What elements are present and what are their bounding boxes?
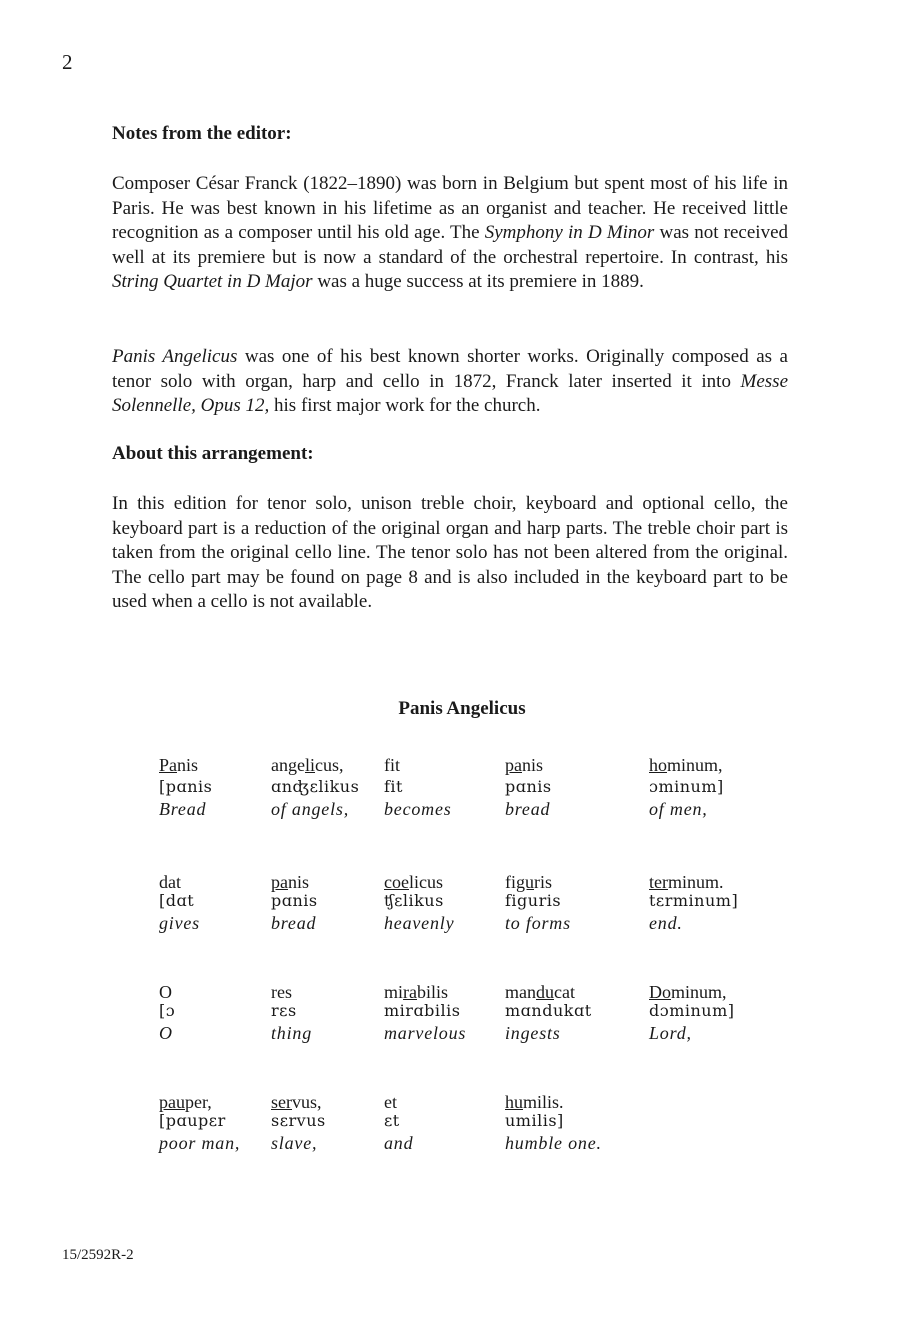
english-word: bread (271, 913, 317, 933)
latin-word: humilis. (505, 1092, 564, 1112)
latin-word: terminum. (649, 872, 724, 892)
latin-line (159, 982, 799, 1001)
latin-word: servus, (271, 1092, 322, 1112)
lyrics-verse-4 (159, 1092, 799, 1155)
ipa-word: pɑnis (271, 891, 318, 910)
ipa-word: fit (384, 777, 403, 796)
english-word: O (159, 1023, 173, 1043)
lyrics-title: Panis Angelicus (398, 698, 526, 719)
ipa-line (159, 1001, 799, 1023)
lyrics-verse-3 (159, 982, 799, 1045)
ipa-line (159, 891, 799, 913)
ipa-word: mɑndukɑt (505, 1001, 592, 1020)
english-word: Lord, (649, 1023, 692, 1043)
latin-line (159, 755, 799, 777)
ipa-word: sεrvus (271, 1111, 326, 1130)
latin-word: panis (271, 872, 310, 892)
english-line (159, 799, 799, 821)
ipa-word: rεs (271, 1001, 297, 1020)
latin-word: pauper, (159, 1092, 212, 1112)
latin-word: coelicus (384, 872, 443, 892)
english-word: gives (159, 913, 200, 933)
english-word: poor man, (159, 1133, 241, 1153)
arrangement-heading: About this arrangement: (112, 443, 314, 464)
arrangement-paragraph: In this edition for tenor solo, unison treble choir, keyboard and optional cello, the keyboard part is a reduction of the original organ and harp parts. The treble choir part is taken from the original cello line. The tenor solo has not been altered from the original. The cello part may be found on page 8 and is also included in the keyboard part to be used when a cello is not available. (112, 493, 788, 613)
latin-word: O (159, 982, 172, 1002)
english-line (159, 1133, 799, 1155)
ipa-word: [pɑnis (159, 777, 213, 796)
latin-word: dat (159, 872, 181, 892)
ipa-word: εt (384, 1111, 400, 1130)
ipa-word: ɑnʤεlikus (271, 777, 360, 796)
ipa-word: [ɔ (159, 1001, 176, 1020)
lyrics-verse-2 (159, 872, 799, 935)
english-word: end. (649, 913, 683, 933)
editor-notes-paragraph-2: Panis Angelicus was one of his best known shorter works. Originally composed as a tenor solo with organ, harp and cello in 1872, Franck later inserted it into Messe Solennelle, Opus 12, his first major work for the church. (112, 346, 788, 417)
latin-line (159, 1092, 799, 1111)
ipa-word: ɔminum] (649, 777, 724, 796)
english-word: ingests (505, 1023, 561, 1043)
english-word: and (384, 1133, 414, 1153)
ipa-word: [pɑupεr (159, 1111, 226, 1130)
ipa-word: umilis] (505, 1111, 564, 1130)
latin-word: angelicus, (271, 755, 344, 775)
english-word: heavenly (384, 913, 455, 933)
english-word: Bread (159, 799, 207, 819)
english-word: bread (505, 799, 551, 819)
english-word: marvelous (384, 1023, 467, 1043)
english-word: humble one. (505, 1133, 602, 1153)
latin-word: manducat (505, 982, 575, 1002)
ipa-line (159, 777, 799, 799)
latin-word: panis (505, 755, 544, 775)
english-word: of men, (649, 799, 708, 819)
english-word: of angels, (271, 799, 349, 819)
ipa-word: ʧεlikus (384, 891, 444, 910)
latin-word: fit (384, 755, 400, 775)
english-line (159, 1023, 799, 1045)
english-word: thing (271, 1023, 313, 1043)
latin-word: figuris (505, 872, 552, 892)
ipa-word: [dɑt (159, 891, 195, 910)
latin-word: Dominum, (649, 982, 727, 1002)
latin-line (159, 872, 799, 891)
editor-notes-heading: Notes from the editor: (112, 123, 292, 144)
footer-code: 15/2592R-2 (62, 1247, 134, 1263)
ipa-word: mirɑbilis (384, 1001, 461, 1020)
latin-word: res (271, 982, 292, 1002)
english-word: becomes (384, 799, 452, 819)
editor-notes-paragraph-1: Composer César Franck (1822–1890) was born in Belgium but spent most of his life in Paris. He was best known in his lifetime as an organist and teacher. He received little recognition as a composer until his old age. The Symphony in D Minor was not received well at its premiere but is now a standard of the orchestral repertoire. In contrast, his String Quartet in D Major was a huge success at its premiere in 1889. (112, 173, 789, 293)
ipa-word: tεrminum] (649, 891, 739, 910)
ipa-word: pɑnis (505, 777, 552, 796)
lyrics-verse-1 (159, 755, 799, 821)
english-line (159, 913, 799, 935)
latin-word: et (384, 1092, 397, 1112)
ipa-word: dɔminum] (649, 1001, 735, 1020)
english-word: to forms (505, 913, 571, 933)
latin-word: Panis (159, 755, 199, 775)
latin-word: hominum, (649, 755, 723, 775)
latin-word: mirabilis (384, 982, 449, 1002)
ipa-line (159, 1111, 799, 1133)
page-number: 2 (62, 50, 73, 74)
english-word: slave, (271, 1133, 318, 1153)
ipa-word: figuris (505, 891, 562, 910)
